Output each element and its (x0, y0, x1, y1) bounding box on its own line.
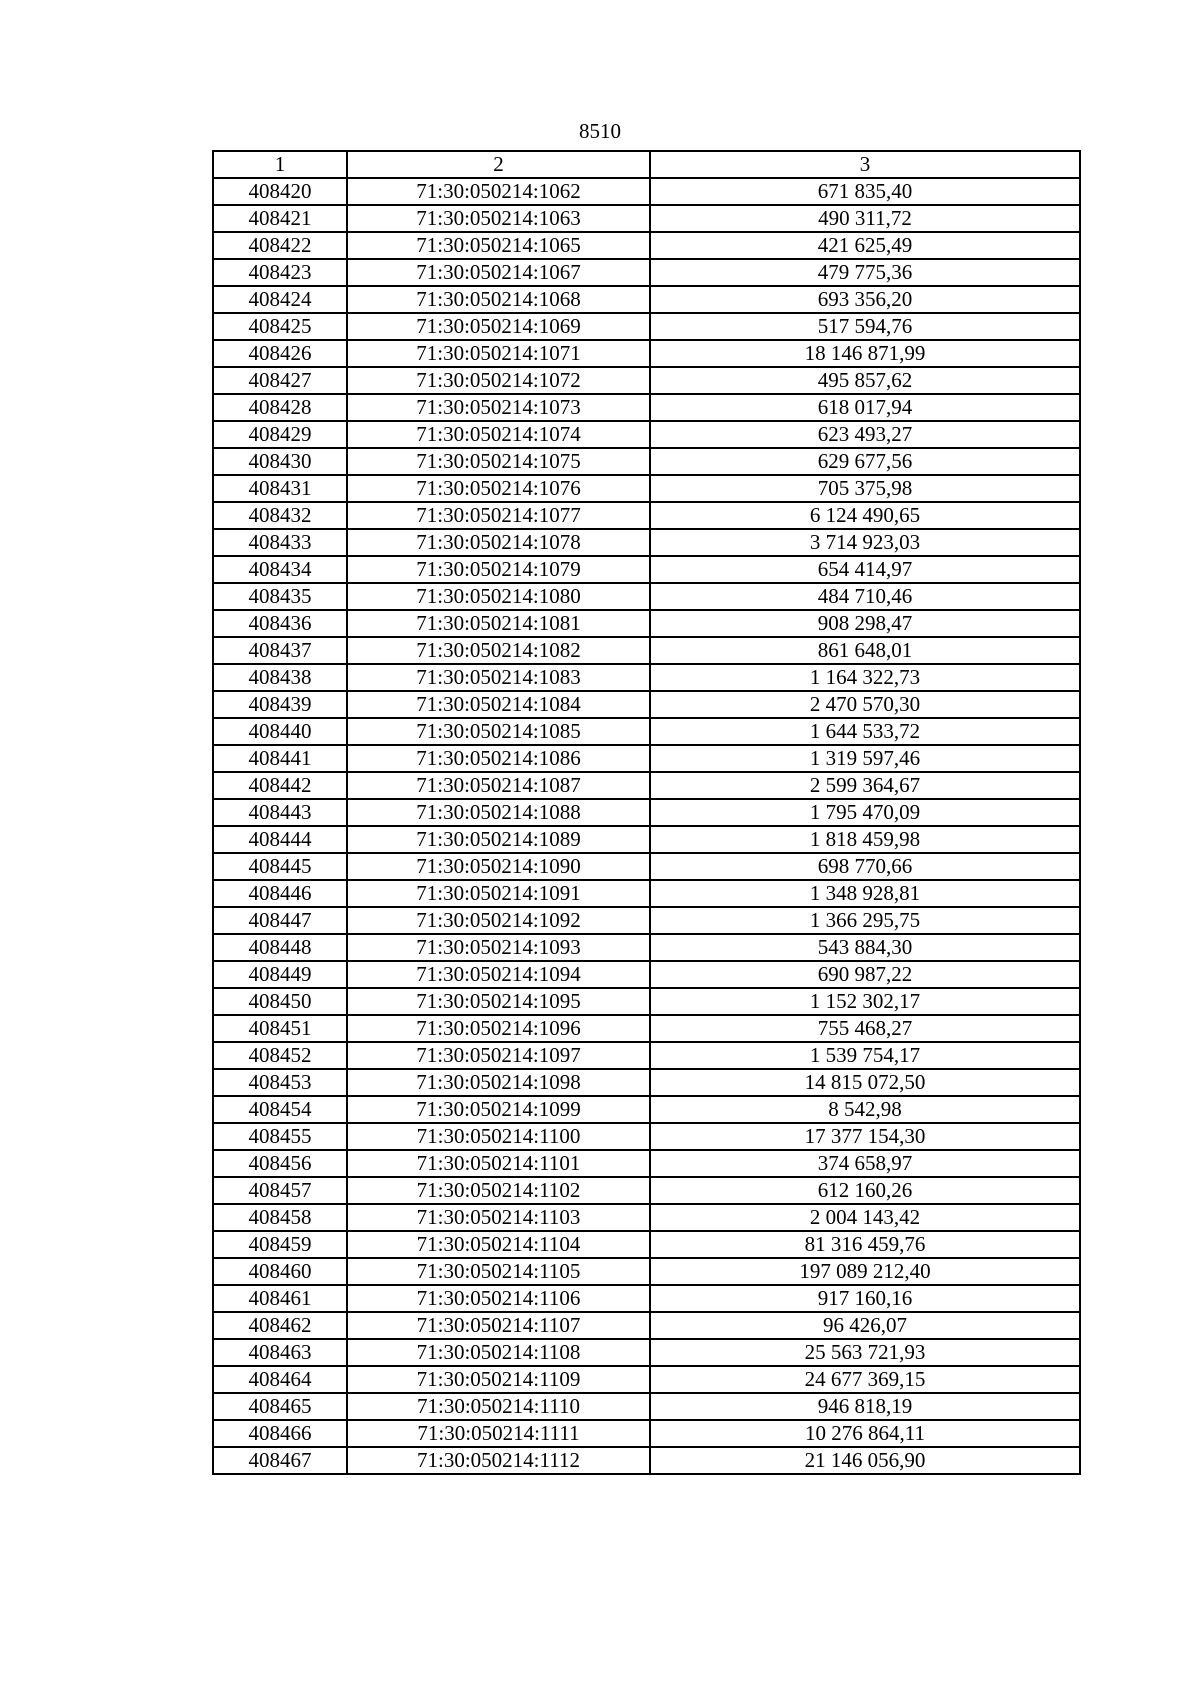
table-row (213, 475, 1080, 502)
table-row (213, 934, 1080, 961)
cadastral-value-cell: 96 426,07 (650, 1312, 1080, 1339)
table-row (213, 1447, 1080, 1474)
cadastral-value-cell: 1 319 597,46 (650, 745, 1080, 772)
cadastral-number-cell: 71:30:050214:1104 (347, 1231, 650, 1258)
cadastral-number-cell: 71:30:050214:1074 (347, 421, 650, 448)
table-row (213, 1258, 1080, 1285)
row-number-cell: 408454 (213, 1096, 347, 1123)
cadastral-number-cell: 71:30:050214:1082 (347, 637, 650, 664)
cadastral-number-cell: 71:30:050214:1093 (347, 934, 650, 961)
cadastral-number-cell: 71:30:050214:1110 (347, 1393, 650, 1420)
row-number-cell: 408437 (213, 637, 347, 664)
cadastral-value-cell: 618 017,94 (650, 394, 1080, 421)
cadastral-value-cell: 517 594,76 (650, 313, 1080, 340)
cadastral-number-cell: 71:30:050214:1091 (347, 880, 650, 907)
row-number-cell: 408438 (213, 664, 347, 691)
cadastral-value-cell: 705 375,98 (650, 475, 1080, 502)
row-number-cell: 408426 (213, 340, 347, 367)
table-row (213, 1015, 1080, 1042)
cadastral-value-cell: 197 089 212,40 (650, 1258, 1080, 1285)
table-row (213, 340, 1080, 367)
cadastral-number-cell: 71:30:050214:1081 (347, 610, 650, 637)
header-row (213, 151, 1080, 178)
row-number-cell: 408427 (213, 367, 347, 394)
cadastral-value-cell: 612 160,26 (650, 1177, 1080, 1204)
table-row (213, 1366, 1080, 1393)
cadastral-value-cell: 1 164 322,73 (650, 664, 1080, 691)
cadastral-value-cell: 421 625,49 (650, 232, 1080, 259)
row-number-cell: 408464 (213, 1366, 347, 1393)
row-number-cell: 408450 (213, 988, 347, 1015)
cadastral-number-cell: 71:30:050214:1088 (347, 799, 650, 826)
table-header (213, 151, 1080, 178)
row-number-cell: 408465 (213, 1393, 347, 1420)
cadastral-number-cell: 71:30:050214:1067 (347, 259, 650, 286)
row-number-cell: 408443 (213, 799, 347, 826)
table-row (213, 232, 1080, 259)
table-row (213, 907, 1080, 934)
cadastral-value-cell: 21 146 056,90 (650, 1447, 1080, 1474)
table-row (213, 205, 1080, 232)
cadastral-value-cell: 1 366 295,75 (650, 907, 1080, 934)
cadastral-number-cell: 71:30:050214:1094 (347, 961, 650, 988)
cadastral-value-cell: 495 857,62 (650, 367, 1080, 394)
cadastral-number-cell: 71:30:050214:1105 (347, 1258, 650, 1285)
row-number-cell: 408439 (213, 691, 347, 718)
cadastral-number-cell: 71:30:050214:1111 (347, 1420, 650, 1447)
row-number-cell: 408446 (213, 880, 347, 907)
cadastral-number-cell: 71:30:050214:1092 (347, 907, 650, 934)
cadastral-value-cell: 693 356,20 (650, 286, 1080, 313)
cadastral-value-cell: 543 884,30 (650, 934, 1080, 961)
cadastral-value-cell: 1 818 459,98 (650, 826, 1080, 853)
cadastral-number-cell: 71:30:050214:1089 (347, 826, 650, 853)
row-number-cell: 408459 (213, 1231, 347, 1258)
table-row (213, 1393, 1080, 1420)
row-number-cell: 408434 (213, 556, 347, 583)
table-body (213, 178, 1080, 1474)
row-number-cell: 408433 (213, 529, 347, 556)
column-header-1: 1 (213, 151, 347, 178)
table-row (213, 1204, 1080, 1231)
row-number-cell: 408430 (213, 448, 347, 475)
cadastral-value-cell: 8 542,98 (650, 1096, 1080, 1123)
table-row (213, 178, 1080, 205)
cadastral-number-cell: 71:30:050214:1087 (347, 772, 650, 799)
row-number-cell: 408442 (213, 772, 347, 799)
row-number-cell: 408453 (213, 1069, 347, 1096)
table-row (213, 394, 1080, 421)
cadastral-number-cell: 71:30:050214:1099 (347, 1096, 650, 1123)
table-row (213, 448, 1080, 475)
cadastral-number-cell: 71:30:050214:1077 (347, 502, 650, 529)
row-number-cell: 408428 (213, 394, 347, 421)
table-row (213, 772, 1080, 799)
row-number-cell: 408429 (213, 421, 347, 448)
table-row (213, 664, 1080, 691)
cadastral-number-cell: 71:30:050214:1083 (347, 664, 650, 691)
cadastral-number-cell: 71:30:050214:1107 (347, 1312, 650, 1339)
table-row (213, 1177, 1080, 1204)
row-number-cell: 408466 (213, 1420, 347, 1447)
table-row (213, 313, 1080, 340)
table-row (213, 583, 1080, 610)
cadastral-value-cell: 1 644 533,72 (650, 718, 1080, 745)
table-row (213, 1339, 1080, 1366)
cadastral-value-cell: 671 835,40 (650, 178, 1080, 205)
table-row (213, 259, 1080, 286)
row-number-cell: 408449 (213, 961, 347, 988)
table-row (213, 880, 1080, 907)
table-row (213, 745, 1080, 772)
table-row (213, 1123, 1080, 1150)
cadastral-value-cell: 10 276 864,11 (650, 1420, 1080, 1447)
row-number-cell: 408462 (213, 1312, 347, 1339)
table-row (213, 1285, 1080, 1312)
cadastral-value-cell: 374 658,97 (650, 1150, 1080, 1177)
cadastral-value-cell: 2 599 364,67 (650, 772, 1080, 799)
cadastral-number-cell: 71:30:050214:1098 (347, 1069, 650, 1096)
cadastral-value-cell: 17 377 154,30 (650, 1123, 1080, 1150)
cadastral-number-cell: 71:30:050214:1102 (347, 1177, 650, 1204)
cadastral-number-cell: 71:30:050214:1072 (347, 367, 650, 394)
cadastral-number-cell: 71:30:050214:1078 (347, 529, 650, 556)
table-row (213, 1096, 1080, 1123)
table-row (213, 1150, 1080, 1177)
row-number-cell: 408423 (213, 259, 347, 286)
table-row (213, 853, 1080, 880)
row-number-cell: 408420 (213, 178, 347, 205)
cadastral-value-cell: 484 710,46 (650, 583, 1080, 610)
page-number: 8510 (579, 119, 621, 143)
cadastral-value-cell: 654 414,97 (650, 556, 1080, 583)
table-row (213, 718, 1080, 745)
table-row (213, 367, 1080, 394)
table-row (213, 1312, 1080, 1339)
cadastral-value-cell: 690 987,22 (650, 961, 1080, 988)
cadastral-number-cell: 71:30:050214:1103 (347, 1204, 650, 1231)
row-number-cell: 408440 (213, 718, 347, 745)
cadastral-number-cell: 71:30:050214:1062 (347, 178, 650, 205)
cadastral-number-cell: 71:30:050214:1090 (347, 853, 650, 880)
row-number-cell: 408447 (213, 907, 347, 934)
table-row (213, 1042, 1080, 1069)
cadastral-number-cell: 71:30:050214:1095 (347, 988, 650, 1015)
row-number-cell: 408458 (213, 1204, 347, 1231)
table-row (213, 637, 1080, 664)
row-number-cell: 408463 (213, 1339, 347, 1366)
column-header-3: 3 (650, 151, 1080, 178)
cadastral-value-cell: 3 714 923,03 (650, 529, 1080, 556)
table-row (213, 691, 1080, 718)
row-number-cell: 408460 (213, 1258, 347, 1285)
cadastral-number-cell: 71:30:050214:1084 (347, 691, 650, 718)
cadastral-number-cell: 71:30:050214:1108 (347, 1339, 650, 1366)
table-row (213, 1420, 1080, 1447)
cadastral-value-cell: 1 348 928,81 (650, 880, 1080, 907)
row-number-cell: 408422 (213, 232, 347, 259)
cadastral-value-cell: 629 677,56 (650, 448, 1080, 475)
cadastral-value-cell: 1 152 302,17 (650, 988, 1080, 1015)
table-row (213, 988, 1080, 1015)
table-row (213, 529, 1080, 556)
column-header-2: 2 (347, 151, 650, 178)
cadastral-number-cell: 71:30:050214:1097 (347, 1042, 650, 1069)
cadastral-value-cell: 1 539 754,17 (650, 1042, 1080, 1069)
table-row (213, 799, 1080, 826)
cadastral-value-cell: 14 815 072,50 (650, 1069, 1080, 1096)
row-number-cell: 408425 (213, 313, 347, 340)
cadastral-number-cell: 71:30:050214:1068 (347, 286, 650, 313)
table-row (213, 1231, 1080, 1258)
table-row (213, 610, 1080, 637)
cadastral-value-cell: 6 124 490,65 (650, 502, 1080, 529)
cadastral-number-cell: 71:30:050214:1080 (347, 583, 650, 610)
cadastral-number-cell: 71:30:050214:1079 (347, 556, 650, 583)
cadastral-value-cell: 861 648,01 (650, 637, 1080, 664)
cadastral-value-cell: 479 775,36 (650, 259, 1080, 286)
cadastral-value-cell: 490 311,72 (650, 205, 1080, 232)
cadastral-number-cell: 71:30:050214:1112 (347, 1447, 650, 1474)
table-row (213, 961, 1080, 988)
cadastral-value-cell: 917 160,16 (650, 1285, 1080, 1312)
cadastral-value-cell: 623 493,27 (650, 421, 1080, 448)
cadastral-value-cell: 755 468,27 (650, 1015, 1080, 1042)
row-number-cell: 408436 (213, 610, 347, 637)
cadastral-number-cell: 71:30:050214:1065 (347, 232, 650, 259)
row-number-cell: 408457 (213, 1177, 347, 1204)
cadastral-number-cell: 71:30:050214:1069 (347, 313, 650, 340)
cadastral-value-cell: 25 563 721,93 (650, 1339, 1080, 1366)
cadastral-number-cell: 71:30:050214:1073 (347, 394, 650, 421)
row-number-cell: 408424 (213, 286, 347, 313)
row-number-cell: 408448 (213, 934, 347, 961)
row-number-cell: 408445 (213, 853, 347, 880)
cadastral-number-cell: 71:30:050214:1096 (347, 1015, 650, 1042)
row-number-cell: 408452 (213, 1042, 347, 1069)
table-row (213, 286, 1080, 313)
cadastral-value-cell: 81 316 459,76 (650, 1231, 1080, 1258)
table-row (213, 421, 1080, 448)
cadastral-number-cell: 71:30:050214:1106 (347, 1285, 650, 1312)
row-number-cell: 408455 (213, 1123, 347, 1150)
cadastral-value-cell: 2 470 570,30 (650, 691, 1080, 718)
row-number-cell: 408432 (213, 502, 347, 529)
cadastral-number-cell: 71:30:050214:1075 (347, 448, 650, 475)
row-number-cell: 408435 (213, 583, 347, 610)
cadastral-number-cell: 71:30:050214:1100 (347, 1123, 650, 1150)
cadastral-number-cell: 71:30:050214:1063 (347, 205, 650, 232)
row-number-cell: 408421 (213, 205, 347, 232)
cadastral-value-cell: 18 146 871,99 (650, 340, 1080, 367)
cadastral-value-cell: 2 004 143,42 (650, 1204, 1080, 1231)
row-number-cell: 408431 (213, 475, 347, 502)
row-number-cell: 408444 (213, 826, 347, 853)
cadastral-value-cell: 908 298,47 (650, 610, 1080, 637)
cadastral-number-cell: 71:30:050214:1109 (347, 1366, 650, 1393)
row-number-cell: 408461 (213, 1285, 347, 1312)
row-number-cell: 408467 (213, 1447, 347, 1474)
cadastral-number-cell: 71:30:050214:1076 (347, 475, 650, 502)
cadastral-value-table (212, 150, 1081, 1475)
row-number-cell: 408451 (213, 1015, 347, 1042)
table-row (213, 502, 1080, 529)
cadastral-value-cell: 946 818,19 (650, 1393, 1080, 1420)
cadastral-number-cell: 71:30:050214:1101 (347, 1150, 650, 1177)
table-row (213, 556, 1080, 583)
row-number-cell: 408441 (213, 745, 347, 772)
table-row (213, 826, 1080, 853)
table-row (213, 1069, 1080, 1096)
cadastral-number-cell: 71:30:050214:1085 (347, 718, 650, 745)
cadastral-value-cell: 1 795 470,09 (650, 799, 1080, 826)
cadastral-value-cell: 24 677 369,15 (650, 1366, 1080, 1393)
row-number-cell: 408456 (213, 1150, 347, 1177)
cadastral-value-cell: 698 770,66 (650, 853, 1080, 880)
cadastral-number-cell: 71:30:050214:1086 (347, 745, 650, 772)
cadastral-number-cell: 71:30:050214:1071 (347, 340, 650, 367)
